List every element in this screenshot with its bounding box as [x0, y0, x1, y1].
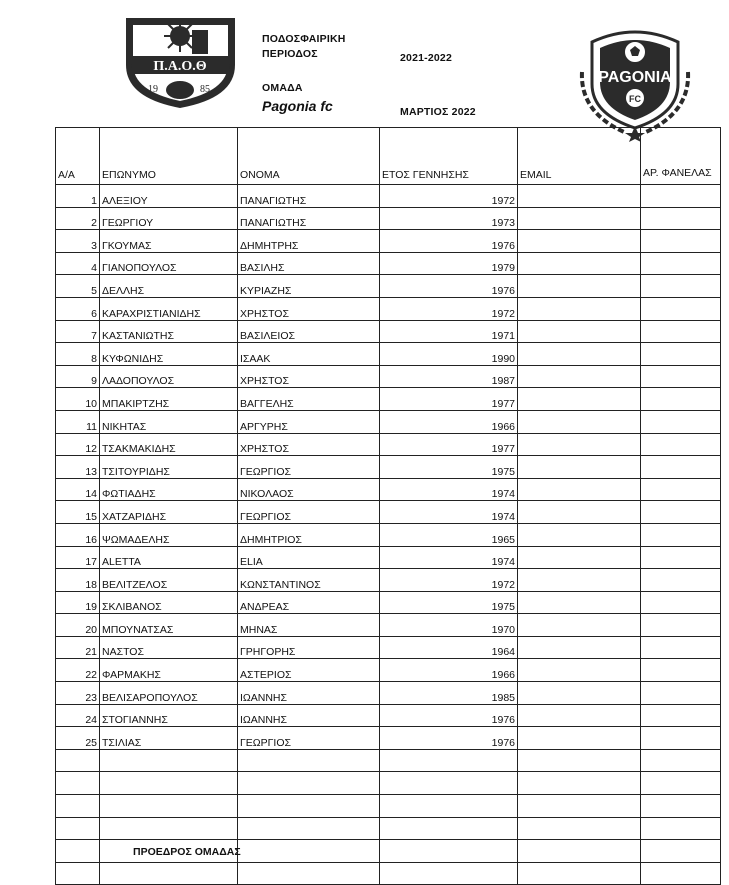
cell-birth-year: 1964 [380, 636, 518, 659]
table-row [56, 682, 721, 705]
cell-surname: ΣΚΛΙΒΑΝΟΣ [100, 591, 238, 614]
cell-jersey [641, 659, 721, 682]
cell-aa: 3 [56, 230, 100, 253]
table-row [56, 320, 721, 343]
league-line2: ΠΕΡΙΟΔΟΣ [262, 48, 318, 60]
cell-aa: 13 [56, 456, 100, 479]
cell-email [518, 772, 641, 795]
cell-email [518, 636, 641, 659]
cell-jersey [641, 614, 721, 637]
cell-aa [56, 862, 100, 885]
cell-birth-year: 1976 [380, 230, 518, 253]
table-row [56, 523, 721, 546]
cell-birth-year: 1976 [380, 704, 518, 727]
cell-email [518, 704, 641, 727]
cell-name: ΓΕΩΡΓΙΟΣ [238, 501, 380, 524]
table-row [56, 659, 721, 682]
cell-name: ΧΡΗΣΤΟΣ [238, 433, 380, 456]
cell-birth-year: 1990 [380, 343, 518, 366]
cell-email [518, 569, 641, 592]
cell-birth-year: 1987 [380, 365, 518, 388]
cell-name: ΑΡΓΥΡΗΣ [238, 410, 380, 433]
cell-birth-year [380, 862, 518, 885]
cell-aa: 17 [56, 546, 100, 569]
cell-email [518, 478, 641, 501]
cell-surname [100, 862, 238, 885]
cell-jersey [641, 840, 721, 863]
cell-name [238, 840, 380, 863]
cell-surname: ΜΠΑΚΙΡΤΖΗΣ [100, 388, 238, 411]
team-name: Pagonia fc [262, 98, 333, 114]
cell-surname: ΒΕΛΙΤΖΕΛΟΣ [100, 569, 238, 592]
cell-birth-year: 1966 [380, 410, 518, 433]
cell-surname: ΝΙΚΗΤΑΣ [100, 410, 238, 433]
table-row [56, 456, 721, 479]
cell-surname: ΓΙΑΝΟΠΟΥΛΟΣ [100, 252, 238, 275]
table-row [56, 388, 721, 411]
col-name: ΟΝΟΜΑ [238, 128, 380, 185]
col-birth-year: ΕΤΟΣ ΓΕΝΝΗΣΗΣ [380, 128, 518, 185]
cell-name: ΠΑΝΑΓΙΩΤΗΣ [238, 185, 380, 208]
cell-aa: 12 [56, 433, 100, 456]
cell-email [518, 388, 641, 411]
cell-aa: 21 [56, 636, 100, 659]
cell-aa: 24 [56, 704, 100, 727]
cell-name: ΜΗΝΑΣ [238, 614, 380, 637]
cell-surname [100, 749, 238, 772]
cell-surname [100, 795, 238, 818]
cell-email [518, 343, 641, 366]
cell-email [518, 320, 641, 343]
cell-name: ΙΩΑΝΝΗΣ [238, 704, 380, 727]
cell-jersey [641, 433, 721, 456]
cell-jersey [641, 410, 721, 433]
cell-name [238, 749, 380, 772]
cell-jersey [641, 275, 721, 298]
cell-email [518, 410, 641, 433]
cell-birth-year [380, 749, 518, 772]
cell-email [518, 523, 641, 546]
table-row [56, 546, 721, 569]
table-row [56, 591, 721, 614]
cell-birth-year: 1975 [380, 456, 518, 479]
cell-name: ΒΑΣΙΛΗΣ [238, 252, 380, 275]
cell-aa: 15 [56, 501, 100, 524]
cell-jersey [641, 185, 721, 208]
cell-aa [56, 840, 100, 863]
cell-aa: 1 [56, 185, 100, 208]
cell-surname: ΣΤΟΓΙΑΝΝΗΣ [100, 704, 238, 727]
cell-surname: ΑΛΕΞΙΟΥ [100, 185, 238, 208]
cell-aa [56, 749, 100, 772]
cell-name: ΠΑΝΑΓΙΩΤΗΣ [238, 207, 380, 230]
cell-birth-year: 1977 [380, 388, 518, 411]
cell-email [518, 456, 641, 479]
svg-text:19: 19 [148, 84, 158, 95]
cell-aa: 18 [56, 569, 100, 592]
cell-jersey [641, 636, 721, 659]
crest-right-title: PAGONIA [598, 69, 672, 86]
cell-aa: 22 [56, 659, 100, 682]
cell-name: ΙΩΑΝΝΗΣ [238, 682, 380, 705]
cell-surname: ΚΑΡΑΧΡΙΣΤΙΑΝΙΔΗΣ [100, 297, 238, 320]
cell-name: ΝΙΚΟΛΑΟΣ [238, 478, 380, 501]
table-header-row [56, 128, 721, 185]
cell-jersey [641, 727, 721, 750]
cell-aa: 25 [56, 727, 100, 750]
cell-aa: 6 [56, 297, 100, 320]
table-row [56, 297, 721, 320]
cell-birth-year: 1976 [380, 275, 518, 298]
cell-name: ΧΡΗΣΤΟΣ [238, 297, 380, 320]
cell-aa: 9 [56, 365, 100, 388]
cell-surname: ΤΣΑΚΜΑΚΙΔΗΣ [100, 433, 238, 456]
cell-jersey [641, 546, 721, 569]
cell-email [518, 817, 641, 840]
cell-birth-year: 1970 [380, 614, 518, 637]
cell-surname: ΚΑΣΤΑΝΙΩΤΗΣ [100, 320, 238, 343]
cell-jersey [641, 682, 721, 705]
table-row [56, 817, 721, 840]
cell-jersey [641, 388, 721, 411]
cell-birth-year: 1971 [380, 320, 518, 343]
cell-birth-year: 1975 [380, 591, 518, 614]
cell-email [518, 297, 641, 320]
cell-name: ΓΕΩΡΓΙΟΣ [238, 727, 380, 750]
cell-jersey [641, 365, 721, 388]
cell-birth-year: 1979 [380, 252, 518, 275]
cell-surname: ΝΑΣΤΟΣ [100, 636, 238, 659]
crest-left-title: Π.Α.Ο.Θ [153, 59, 207, 74]
cell-name: ΓΡΗΓΟΡΗΣ [238, 636, 380, 659]
cell-email [518, 207, 641, 230]
paoth-crest-icon [118, 10, 243, 110]
cell-name [238, 772, 380, 795]
cell-jersey [641, 456, 721, 479]
cell-aa: 19 [56, 591, 100, 614]
cell-email [518, 365, 641, 388]
cell-email [518, 501, 641, 524]
table-row [56, 275, 721, 298]
table-row [56, 795, 721, 818]
cell-jersey [641, 749, 721, 772]
svg-text:FC: FC [629, 94, 641, 104]
table-row [56, 636, 721, 659]
cell-jersey [641, 795, 721, 818]
cell-surname: ΨΩΜΑΔΕΛΗΣ [100, 523, 238, 546]
cell-jersey [641, 704, 721, 727]
cell-birth-year: 1974 [380, 478, 518, 501]
cell-name [238, 817, 380, 840]
table-row [56, 230, 721, 253]
cell-jersey [641, 252, 721, 275]
cell-birth-year: 1977 [380, 433, 518, 456]
cell-birth-year: 1973 [380, 207, 518, 230]
cell-jersey [641, 478, 721, 501]
cell-jersey [641, 569, 721, 592]
table-row [56, 501, 721, 524]
cell-jersey [641, 817, 721, 840]
cell-birth-year: 1972 [380, 569, 518, 592]
table-row [56, 185, 721, 208]
cell-surname: ΤΣΙΤΟΥΡΙΔΗΣ [100, 456, 238, 479]
cell-birth-year [380, 840, 518, 863]
cell-surname: ΛΑΔΟΠΟΥΛΟΣ [100, 365, 238, 388]
table-row [56, 569, 721, 592]
cell-birth-year [380, 795, 518, 818]
cell-email [518, 840, 641, 863]
cell-email [518, 433, 641, 456]
cell-surname: ΜΠΟΥΝΑΤΣΑΣ [100, 614, 238, 637]
cell-jersey [641, 320, 721, 343]
cell-aa: 2 [56, 207, 100, 230]
cell-email [518, 682, 641, 705]
cell-surname: ΦΑΡΜΑΚΗΣ [100, 659, 238, 682]
cell-aa: 10 [56, 388, 100, 411]
cell-email [518, 862, 641, 885]
cell-jersey [641, 591, 721, 614]
cell-aa [56, 795, 100, 818]
cell-jersey [641, 207, 721, 230]
cell-name: ΚΩΝΣΤΑΝΤΙΝΟΣ [238, 569, 380, 592]
table-row [56, 862, 721, 885]
cell-email [518, 795, 641, 818]
cell-email [518, 185, 641, 208]
league-line1: ΠΟΔΟΣΦΑΙΡΙΚΗ [262, 33, 346, 45]
table-row [56, 433, 721, 456]
cell-name: ELIA [238, 546, 380, 569]
table-row [56, 478, 721, 501]
cell-birth-year: 1972 [380, 297, 518, 320]
cell-aa: 11 [56, 410, 100, 433]
cell-birth-year: 1976 [380, 727, 518, 750]
cell-jersey [641, 523, 721, 546]
cell-email [518, 275, 641, 298]
cell-birth-year: 1965 [380, 523, 518, 546]
cell-surname [100, 772, 238, 795]
table-row [56, 252, 721, 275]
cell-name: ΧΡΗΣΤΟΣ [238, 365, 380, 388]
month: ΜΑΡΤΙΟΣ 2022 [400, 106, 476, 118]
season: 2021-2022 [400, 52, 453, 64]
cell-jersey [641, 862, 721, 885]
col-surname: ΕΠΩΝΥΜΟ [100, 128, 238, 185]
roster-table [55, 127, 721, 885]
cell-jersey [641, 343, 721, 366]
cell-email [518, 591, 641, 614]
cell-email [518, 727, 641, 750]
cell-birth-year [380, 772, 518, 795]
cell-surname: ΤΣΙΛΙΑΣ [100, 727, 238, 750]
cell-email [518, 659, 641, 682]
cell-surname: ALETTA [100, 546, 238, 569]
cell-email [518, 546, 641, 569]
cell-birth-year: 1966 [380, 659, 518, 682]
cell-aa [56, 772, 100, 795]
cell-surname: ΦΩΤΙΑΔΗΣ [100, 478, 238, 501]
cell-email [518, 252, 641, 275]
table-row [56, 343, 721, 366]
team-label: ΟΜΑΔΑ [262, 82, 303, 94]
cell-name: ΒΑΣΙΛΕΙΟΣ [238, 320, 380, 343]
svg-text:85: 85 [200, 84, 210, 95]
cell-jersey [641, 230, 721, 253]
cell-name: ΙΣΑΑΚ [238, 343, 380, 366]
table-row [56, 727, 721, 750]
cell-email [518, 749, 641, 772]
cell-birth-year: 1985 [380, 682, 518, 705]
col-jersey: ΑΡ. ΦΑΝΕΛΑΣ [641, 128, 721, 185]
president-label: ΠΡΟΕΔΡΟΣ ΟΜΑΔΑΣ [133, 846, 241, 858]
cell-surname: ΒΕΛΙΣΑΡΟΠΟΥΛΟΣ [100, 682, 238, 705]
cell-aa: 16 [56, 523, 100, 546]
cell-jersey [641, 297, 721, 320]
cell-surname: ΧΑΤΖΑΡΙΔΗΣ [100, 501, 238, 524]
pagonia-fc-crest-icon [574, 22, 696, 142]
cell-birth-year [380, 817, 518, 840]
cell-aa: 7 [56, 320, 100, 343]
table-row [56, 772, 721, 795]
cell-aa: 4 [56, 252, 100, 275]
cell-name [238, 795, 380, 818]
cell-name: ΚΥΡΙΑΖΗΣ [238, 275, 380, 298]
cell-email [518, 230, 641, 253]
cell-aa: 14 [56, 478, 100, 501]
cell-surname: ΔΕΛΛΗΣ [100, 275, 238, 298]
cell-name: ΔΗΜΗΤΡΗΣ [238, 230, 380, 253]
table-row [56, 704, 721, 727]
table-row [56, 365, 721, 388]
cell-aa: 20 [56, 614, 100, 637]
cell-surname: ΓΕΩΡΓΙΟΥ [100, 207, 238, 230]
cell-surname [100, 817, 238, 840]
cell-aa: 23 [56, 682, 100, 705]
table-row [56, 749, 721, 772]
table-row [56, 207, 721, 230]
col-email: EMAIL [518, 128, 641, 185]
cell-name: ΑΝΔΡΕΑΣ [238, 591, 380, 614]
table-row [56, 410, 721, 433]
cell-email [518, 614, 641, 637]
cell-name: ΒΑΓΓΕΛΗΣ [238, 388, 380, 411]
cell-name [238, 862, 380, 885]
cell-aa [56, 817, 100, 840]
cell-name: ΓΕΩΡΓΙΟΣ [238, 456, 380, 479]
cell-surname: ΚΥΦΩΝΙΔΗΣ [100, 343, 238, 366]
cell-aa: 8 [56, 343, 100, 366]
col-aa: Α/Α [56, 128, 100, 185]
cell-name: ΔΗΜΗΤΡΙΟΣ [238, 523, 380, 546]
cell-name: ΑΣΤΕΡΙΟΣ [238, 659, 380, 682]
cell-birth-year: 1972 [380, 185, 518, 208]
cell-jersey [641, 772, 721, 795]
cell-birth-year: 1974 [380, 501, 518, 524]
cell-jersey [641, 501, 721, 524]
cell-aa: 5 [56, 275, 100, 298]
cell-surname: ΓΚΟΥΜΑΣ [100, 230, 238, 253]
table-row [56, 614, 721, 637]
cell-birth-year: 1974 [380, 546, 518, 569]
